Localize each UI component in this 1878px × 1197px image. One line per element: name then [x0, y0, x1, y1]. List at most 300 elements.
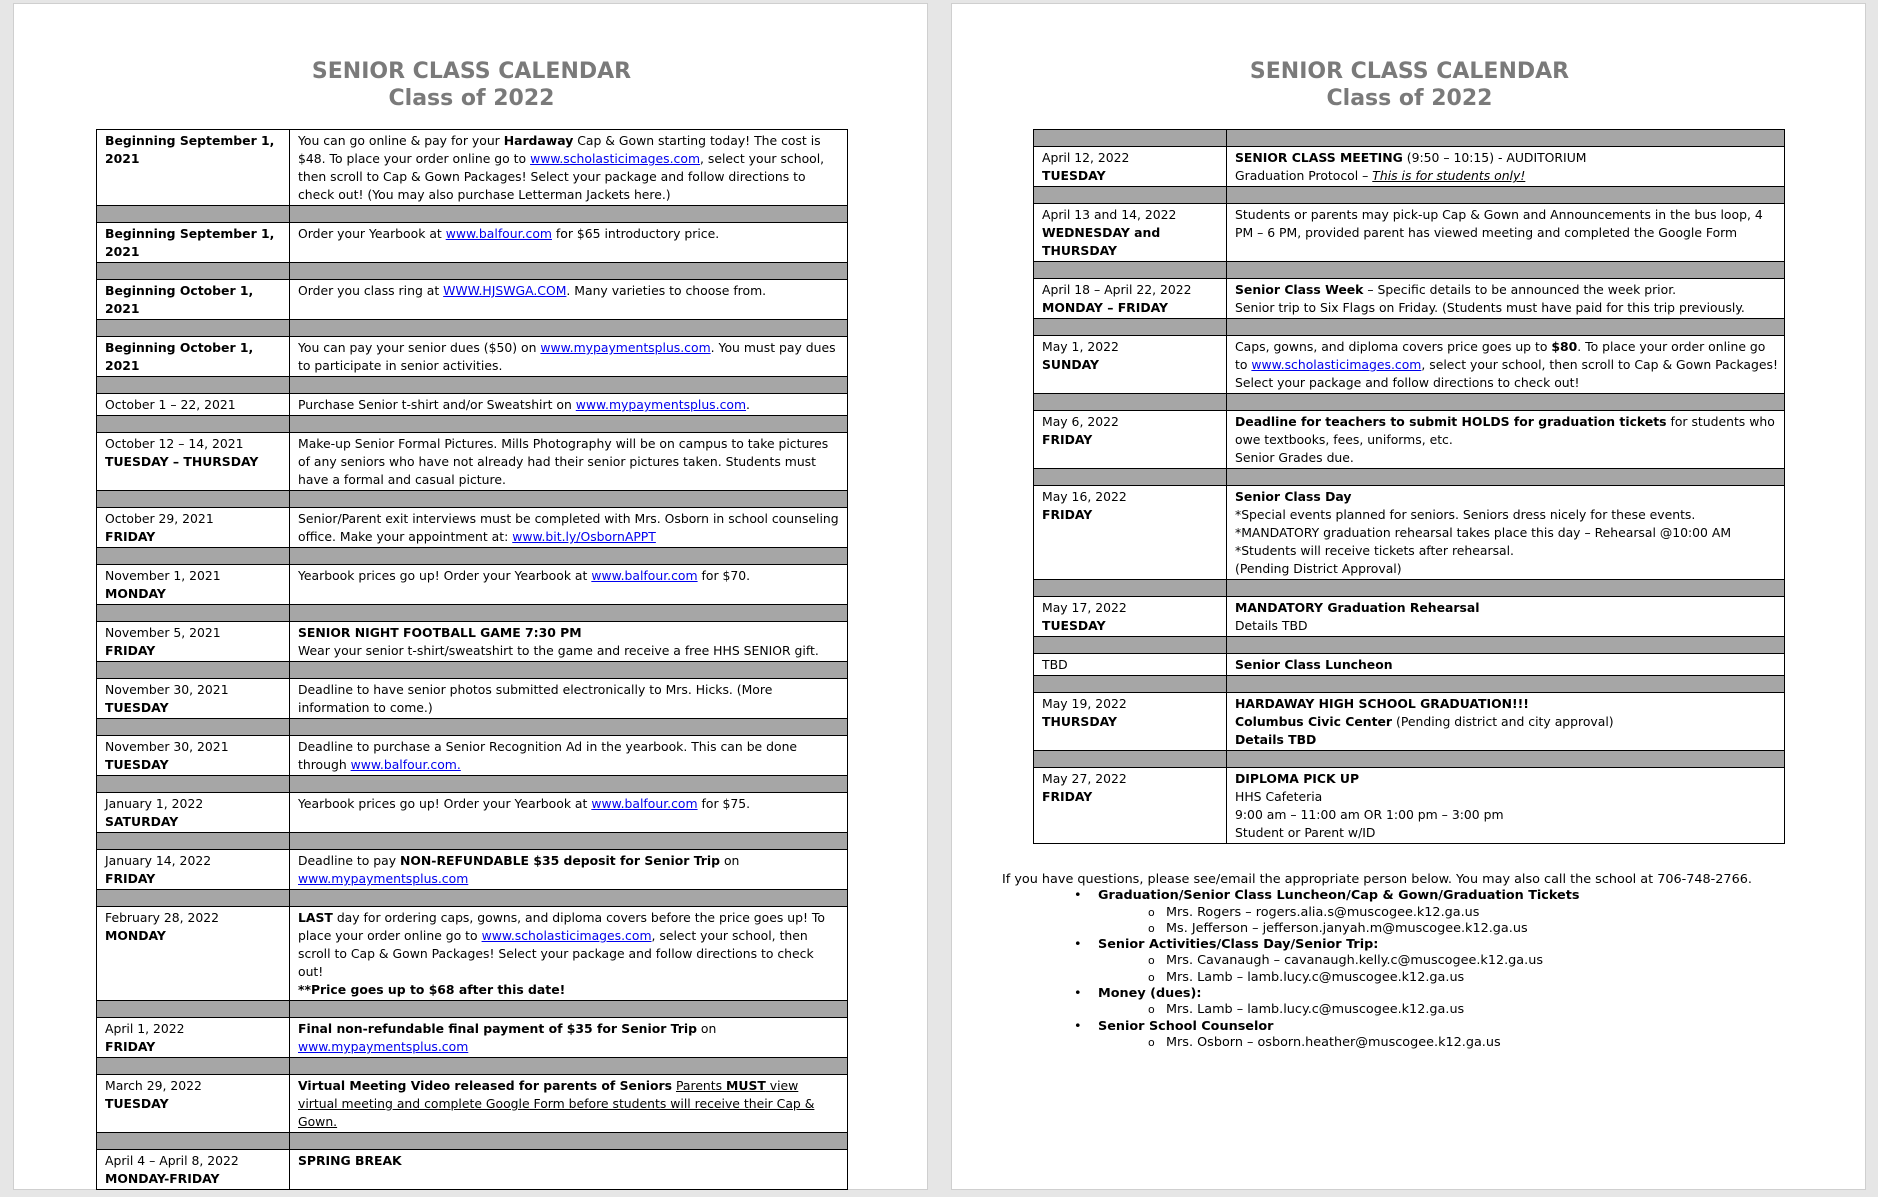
event-text: Purchase Senior t-shirt and/or Sweatshirt on	[298, 397, 576, 412]
spacer-cell	[1227, 751, 1785, 768]
event-text: *Special events planned for seniors. Seniors dress nicely for these events.	[1235, 507, 1696, 522]
spacer-cell	[1034, 469, 1227, 486]
calendar-row	[97, 565, 848, 605]
calendar-row	[1034, 654, 1785, 676]
spacer-cell	[290, 491, 848, 508]
spacer-row	[97, 377, 848, 394]
event-text: Senior Class Week	[1235, 282, 1364, 297]
event-cell	[290, 280, 848, 320]
weekday-text: SATURDAY	[105, 814, 179, 829]
spacer-cell	[290, 263, 848, 280]
date-cell	[1034, 147, 1227, 187]
spacer-cell	[1227, 637, 1785, 654]
event-text: view virtual meeting and complete Google Form before students will receive their Cap & Gown.	[298, 1078, 815, 1129]
page-title	[952, 58, 1867, 112]
event-cell	[290, 1018, 848, 1058]
spacer-row	[97, 1133, 848, 1150]
spacer-cell	[97, 491, 290, 508]
calendar-row	[97, 850, 848, 890]
date-text: April 4 – April 8, 2022	[105, 1153, 239, 1168]
date-text: May 16, 2022	[1042, 489, 1127, 504]
date-cell	[97, 337, 290, 377]
spacer-cell	[1034, 187, 1227, 204]
calendar-row	[1034, 486, 1785, 580]
event-link[interactable]: www.bit.ly/OsbornAPPT	[512, 529, 656, 544]
spacer-cell	[1227, 676, 1785, 693]
spacer-cell	[97, 776, 290, 793]
contact-category: • Graduation/Senior Class Luncheon/Cap & Gown/Graduation Tickets	[1002, 888, 1862, 904]
spacer-row	[1034, 187, 1785, 204]
event-cell	[290, 736, 848, 776]
event-cell	[1227, 768, 1785, 844]
event-cell	[290, 1075, 848, 1133]
spacer-cell	[1227, 130, 1785, 147]
event-text: Order you class ring at	[298, 283, 444, 298]
date-cell	[1034, 486, 1227, 580]
spacer-cell	[97, 263, 290, 280]
spacer-row	[97, 890, 848, 907]
spacer-row	[1034, 394, 1785, 411]
spacer-cell	[1227, 187, 1785, 204]
contact-list	[1002, 888, 1862, 1051]
spacer-cell	[97, 416, 290, 433]
event-text: , select your school, then scroll to Cap & Gown Packages! Select your package and follow directions to check out!	[1235, 357, 1778, 390]
event-cell	[290, 337, 848, 377]
event-cell	[290, 433, 848, 491]
event-text: Final non-refundable final payment of $35 for Senior Trip	[298, 1021, 697, 1036]
spacer-row	[97, 320, 848, 337]
event-link[interactable]: www.scholasticimages.com	[530, 151, 701, 166]
event-text: Senior/Parent exit interviews must be completed with Mrs. Osborn in school counseling office. Make your appointment at:	[298, 511, 839, 544]
calendar-row	[1034, 597, 1785, 637]
event-cell	[290, 508, 848, 548]
event-link[interactable]: www.mypaymentsplus.com	[298, 871, 469, 886]
event-cell	[1227, 336, 1785, 394]
event-text: 9:00 am – 11:00 am OR 1:00 pm – 3:00 pm	[1235, 807, 1504, 822]
spacer-cell	[290, 719, 848, 736]
contact-section	[1002, 872, 1862, 1051]
weekday-text: FRIDAY	[105, 871, 156, 886]
spacer-cell	[1227, 469, 1785, 486]
calendar-row	[97, 1018, 848, 1058]
spacer-cell	[290, 206, 848, 223]
event-cell	[290, 793, 848, 833]
event-text: Senior Grades due.	[1235, 450, 1354, 465]
date-text: November 1, 2021	[105, 568, 221, 583]
event-text: *Students will receive tickets after rehearsal.	[1235, 543, 1514, 558]
date-cell	[97, 907, 290, 1001]
spacer-row	[1034, 637, 1785, 654]
spacer-cell	[97, 1133, 290, 1150]
event-text: *MANDATORY graduation rehearsal takes place this day – Rehearsal @10:00 AM	[1235, 525, 1732, 540]
event-text: Senior trip to Six Flags on Friday. (Students must have paid for this trip previously.	[1235, 300, 1745, 315]
contact-person: o Mrs. Osborn – osborn.heather@muscogee.k12.ga.us	[1002, 1035, 1862, 1051]
date-cell	[97, 1018, 290, 1058]
spacer-cell	[97, 719, 290, 736]
event-text: .	[746, 397, 750, 412]
spacer-cell	[1034, 751, 1227, 768]
event-text: NON-REFUNDABLE $35 deposit for Senior Trip	[400, 853, 721, 868]
event-cell	[1227, 147, 1785, 187]
date-text: April 1, 2022	[105, 1021, 185, 1036]
event-text: Graduation Protocol –	[1235, 168, 1373, 183]
date-text: May 19, 2022	[1042, 696, 1127, 711]
event-text: **Price goes up to $68 after this date!	[298, 982, 566, 997]
event-cell	[290, 622, 848, 662]
event-cell	[1227, 486, 1785, 580]
event-cell	[1227, 204, 1785, 262]
weekday-text: FRIDAY	[1042, 507, 1093, 522]
date-text: March 29, 2022	[105, 1078, 202, 1093]
spacer-cell	[290, 1133, 848, 1150]
event-text: You can pay your senior dues ($50) on	[298, 340, 541, 355]
event-text: Order your Yearbook at	[298, 226, 446, 241]
event-link[interactable]: www.balfour.com.	[350, 757, 461, 772]
weekday-text: FRIDAY	[105, 529, 156, 544]
spacer-row	[97, 662, 848, 679]
event-cell	[290, 394, 848, 416]
event-text: SENIOR NIGHT FOOTBALL GAME 7:30 PM	[298, 625, 582, 640]
weekday-text: MONDAY-FRIDAY	[105, 1171, 220, 1186]
weekday-text: TUESDAY – THURSDAY	[105, 454, 259, 469]
spacer-cell	[1034, 130, 1227, 147]
weekday-text: FRIDAY	[105, 1039, 156, 1054]
event-text: on	[720, 853, 740, 868]
event-text: Parents	[675, 1078, 727, 1093]
event-text: Students or parents may pick-up Cap & Gown and Announcements in the bus loop, 4 PM – 6 PM, provided parent has viewed meeting and completed the Google Form	[1235, 207, 1763, 240]
spacer-cell	[290, 833, 848, 850]
contact-person: o Ms. Jefferson – jefferson.janyah.m@muscogee.k12.ga.us	[1002, 921, 1862, 937]
event-text: DIPLOMA PICK UP	[1235, 771, 1360, 786]
calendar-row	[1034, 336, 1785, 394]
date-text: January 14, 2022	[105, 853, 212, 868]
spacer-row	[1034, 319, 1785, 336]
date-text: Beginning October 1, 2021	[105, 283, 254, 316]
calendar-row	[97, 130, 848, 206]
event-text: Cap & Gown starting today! The cost is $48. To place your order online go to	[298, 133, 821, 166]
event-text: Senior Class Luncheon	[1235, 657, 1393, 672]
spacer-cell	[97, 320, 290, 337]
date-cell	[97, 793, 290, 833]
date-cell	[1034, 597, 1227, 637]
event-text: for $75.	[697, 796, 751, 811]
event-text: – Specific details to be announced the week prior.	[1363, 282, 1677, 297]
event-text: HARDAWAY HIGH SCHOOL GRADUATION!!!	[1235, 696, 1529, 711]
spacer-row	[97, 833, 848, 850]
event-cell	[290, 679, 848, 719]
title-line-2: Class of 2022	[1326, 86, 1493, 111]
spacer-cell	[290, 377, 848, 394]
spacer-cell	[97, 548, 290, 565]
spacer-cell	[97, 833, 290, 850]
weekday-text: MONDAY	[105, 586, 166, 601]
spacer-cell	[97, 605, 290, 622]
date-text: Beginning September 1, 2021	[105, 133, 275, 166]
contact-person: o Mrs. Lamb – lamb.lucy.c@muscogee.k12.ga.us	[1002, 970, 1862, 986]
date-text: May 6, 2022	[1042, 414, 1119, 429]
spacer-cell	[1227, 580, 1785, 597]
spacer-cell	[97, 1001, 290, 1018]
weekday-text: TUESDAY	[105, 757, 169, 772]
contact-intro: If you have questions, please see/email the appropriate person below. You may also call the school at 706-748-2766.	[1002, 872, 1752, 887]
spacer-cell	[97, 662, 290, 679]
event-text: MUST	[726, 1078, 766, 1093]
event-text: Deadline for teachers to submit HOLDS for graduation tickets	[1235, 414, 1667, 429]
spacer-cell	[1034, 394, 1227, 411]
spacer-cell	[290, 548, 848, 565]
date-cell	[1034, 411, 1227, 469]
calendar-row	[97, 337, 848, 377]
date-cell	[1034, 204, 1227, 262]
contact-category: • Senior School Counselor	[1002, 1019, 1862, 1035]
spacer-cell	[1034, 262, 1227, 279]
spacer-row	[1034, 580, 1785, 597]
date-text: Beginning October 1, 2021	[105, 340, 254, 373]
weekday-text: FRIDAY	[105, 643, 156, 658]
spacer-cell	[290, 320, 848, 337]
calendar-row	[1034, 768, 1785, 844]
event-text: . You must pay dues to participate in senior activities.	[298, 340, 836, 373]
calendar-row	[1034, 204, 1785, 262]
date-text: April 13 and 14, 2022	[1042, 207, 1177, 222]
date-text: November 5, 2021	[105, 625, 221, 640]
date-cell	[97, 394, 290, 416]
spacer-cell	[1227, 319, 1785, 336]
date-text: May 1, 2022	[1042, 339, 1119, 354]
date-text: October 29, 2021	[105, 511, 214, 526]
event-link[interactable]: WWW.HJSWGA.COM	[443, 283, 567, 298]
contact-category: • Senior Activities/Class Day/Senior Trip:	[1002, 937, 1862, 953]
calendar-row	[1034, 411, 1785, 469]
event-link[interactable]: www.scholasticimages.com	[481, 928, 652, 943]
date-text: May 27, 2022	[1042, 771, 1127, 786]
weekday-text: WEDNESDAY and THURSDAY	[1042, 225, 1161, 258]
event-text: Virtual Meeting Video released for parents of Seniors	[298, 1078, 673, 1093]
event-text: Details TBD	[1235, 618, 1308, 633]
spacer-row	[97, 1001, 848, 1018]
calendar-row	[97, 907, 848, 1001]
spacer-row	[97, 416, 848, 433]
event-text: Deadline to have senior photos submitted electronically to Mrs. Hicks. (More information to come.)	[298, 682, 773, 715]
document-page-1	[13, 3, 928, 1190]
calendar-row	[97, 394, 848, 416]
event-text: Student or Parent w/ID	[1235, 825, 1376, 840]
page-title	[14, 58, 929, 112]
calendar-row	[97, 280, 848, 320]
date-cell	[97, 1075, 290, 1133]
date-cell	[97, 223, 290, 263]
event-link[interactable]: www.mypaymentsplus.com	[540, 340, 711, 355]
event-text: HHS Cafeteria	[1235, 789, 1323, 804]
spacer-row	[1034, 130, 1785, 147]
event-link[interactable]: www.balfour.com	[445, 226, 552, 241]
event-cell	[1227, 597, 1785, 637]
date-cell	[97, 1150, 290, 1190]
spacer-row	[97, 263, 848, 280]
weekday-text: MONDAY	[105, 928, 166, 943]
spacer-cell	[97, 206, 290, 223]
date-text: November 30, 2021	[105, 739, 229, 754]
date-text: October 12 – 14, 2021	[105, 436, 244, 451]
event-cell	[290, 907, 848, 1001]
spacer-cell	[1034, 319, 1227, 336]
document-page-2	[951, 3, 1866, 1190]
date-cell	[97, 679, 290, 719]
weekday-text: TUESDAY	[105, 1096, 169, 1111]
event-text: on	[696, 1021, 717, 1036]
date-text: November 30, 2021	[105, 682, 229, 697]
contact-category: • Money (dues):	[1002, 986, 1862, 1002]
event-text: (9:50 – 10:15) - AUDITORIUM	[1402, 150, 1587, 165]
title-line-2: Class of 2022	[388, 86, 555, 111]
event-text: Columbus Civic Center	[1235, 714, 1393, 729]
spacer-cell	[290, 416, 848, 433]
contact-person: o Mrs. Rogers – rogers.alia.s@muscogee.k12.ga.us	[1002, 905, 1862, 921]
event-text: for $65 introductory price.	[551, 226, 720, 241]
event-text: SENIOR CLASS MEETING	[1235, 150, 1403, 165]
event-text: for students who owe textbooks, fees, uniforms, etc.	[1235, 414, 1775, 447]
spacer-cell	[290, 776, 848, 793]
date-text: April 18 – April 22, 2022	[1042, 282, 1192, 297]
calendar-row	[97, 679, 848, 719]
calendar-row	[97, 793, 848, 833]
date-cell	[1034, 279, 1227, 319]
event-text: MANDATORY Graduation Rehearsal	[1235, 600, 1480, 615]
event-text: Deadline to purchase a Senior Recognition Ad in the yearbook. This can be done through	[298, 739, 798, 772]
calendar-row	[97, 736, 848, 776]
event-cell	[1227, 654, 1785, 676]
spacer-cell	[1227, 262, 1785, 279]
weekday-text: FRIDAY	[1042, 789, 1093, 804]
spacer-cell	[97, 377, 290, 394]
spacer-row	[97, 776, 848, 793]
event-cell	[1227, 693, 1785, 751]
spacer-row	[97, 605, 848, 622]
spacer-cell	[290, 1058, 848, 1075]
spacer-row	[1034, 469, 1785, 486]
weekday-text: TUESDAY	[1042, 168, 1106, 183]
event-text: $80	[1551, 339, 1578, 354]
spacer-cell	[1034, 637, 1227, 654]
spacer-cell	[97, 1058, 290, 1075]
event-text: Yearbook prices go up! Order your Yearbook at	[298, 568, 592, 583]
title-line-1: SENIOR CLASS CALENDAR	[1249, 59, 1570, 84]
date-text: January 1, 2022	[105, 796, 204, 811]
calendar-row	[97, 1075, 848, 1133]
spacer-row	[97, 206, 848, 223]
date-cell	[97, 736, 290, 776]
event-text: Make-up Senior Formal Pictures. Mills Photography will be on campus to take pictures of any seniors who have not already had their senior pictures taken. Students must have a formal and casual picture.	[298, 436, 829, 487]
date-text: February 28, 2022	[105, 910, 220, 925]
event-link[interactable]: www.scholasticimages.com	[1251, 357, 1422, 372]
contact-person: o Mrs. Cavanaugh – cavanaugh.kelly.c@muscogee.k12.ga.us	[1002, 953, 1862, 969]
event-text: SPRING BREAK	[298, 1153, 402, 1168]
date-cell	[97, 433, 290, 491]
event-text: . Many varieties to choose from.	[566, 283, 767, 298]
spacer-cell	[1034, 676, 1227, 693]
calendar-row	[1034, 693, 1785, 751]
spacer-row	[1034, 676, 1785, 693]
weekday-text: MONDAY – FRIDAY	[1042, 300, 1168, 315]
calendar-row	[97, 508, 848, 548]
event-link[interactable]: www.balfour.com	[591, 796, 698, 811]
date-cell	[97, 850, 290, 890]
date-cell	[97, 130, 290, 206]
event-text: , select your school, then scroll to Cap & Gown Packages! Select your package and follow directions to check out!	[298, 928, 814, 979]
spacer-cell	[1034, 580, 1227, 597]
calendar-row	[1034, 279, 1785, 319]
date-text: April 12, 2022	[1042, 150, 1130, 165]
spacer-row	[97, 719, 848, 736]
event-text: Hardaway	[503, 133, 574, 148]
date-text: May 17, 2022	[1042, 600, 1127, 615]
spacer-row	[97, 491, 848, 508]
date-cell	[1034, 768, 1227, 844]
weekday-text: FRIDAY	[1042, 432, 1093, 447]
calendar-table-page-1	[96, 129, 848, 1190]
date-cell	[97, 622, 290, 662]
event-cell	[1227, 411, 1785, 469]
date-cell	[97, 508, 290, 548]
calendar-row	[97, 223, 848, 263]
event-cell	[290, 130, 848, 206]
event-cell	[290, 1150, 848, 1190]
date-text: Beginning September 1, 2021	[105, 226, 275, 259]
event-text: Caps, gowns, and diploma covers price goes up to	[1235, 339, 1552, 354]
date-text: October 1 – 22, 2021	[105, 397, 236, 412]
spacer-row	[97, 548, 848, 565]
event-link[interactable]: www.mypaymentsplus.com	[575, 397, 747, 412]
event-text: day for ordering caps, gowns, and diploma covers before the price goes up! To place your order online go to	[298, 910, 825, 943]
event-text: Details TBD	[1235, 732, 1317, 747]
event-text: , select your school, then scroll to Cap & Gown Packages! Select your package and follow directions to check out! (You may also purchase Letterman Jackets here.)	[298, 151, 825, 202]
calendar-row	[97, 433, 848, 491]
weekday-text: TUESDAY	[1042, 618, 1106, 633]
date-cell	[97, 565, 290, 605]
calendar-row	[1034, 147, 1785, 187]
event-link[interactable]: www.balfour.com	[591, 568, 698, 583]
spacer-cell	[290, 1001, 848, 1018]
event-text: for $70.	[697, 568, 751, 583]
event-text: Yearbook prices go up! Order your Yearbook at	[298, 796, 592, 811]
date-text: TBD	[1042, 657, 1068, 672]
event-text: LAST	[298, 910, 333, 925]
event-link[interactable]: www.mypaymentsplus.com	[298, 1039, 469, 1054]
event-text: You can go online & pay for your	[298, 133, 504, 148]
calendar-row	[97, 1150, 848, 1190]
contact-person: o Mrs. Lamb – lamb.lucy.c@muscogee.k12.ga.us	[1002, 1002, 1862, 1018]
date-cell	[1034, 654, 1227, 676]
event-text: This is for students only!	[1372, 168, 1526, 183]
date-cell	[1034, 693, 1227, 751]
spacer-cell	[290, 662, 848, 679]
event-text: . To place your order online go to	[1235, 339, 1766, 372]
spacer-cell	[1227, 394, 1785, 411]
spacer-row	[1034, 262, 1785, 279]
event-text: Senior Class Day	[1235, 489, 1352, 504]
spacer-row	[1034, 751, 1785, 768]
event-cell	[290, 565, 848, 605]
event-cell	[290, 223, 848, 263]
spacer-row	[97, 1058, 848, 1075]
weekday-text: SUNDAY	[1042, 357, 1100, 372]
weekday-text: THURSDAY	[1042, 714, 1118, 729]
spacer-cell	[290, 890, 848, 907]
calendar-table-page-2	[1033, 129, 1785, 844]
weekday-text: TUESDAY	[105, 700, 169, 715]
event-cell	[290, 850, 848, 890]
date-cell	[1034, 336, 1227, 394]
